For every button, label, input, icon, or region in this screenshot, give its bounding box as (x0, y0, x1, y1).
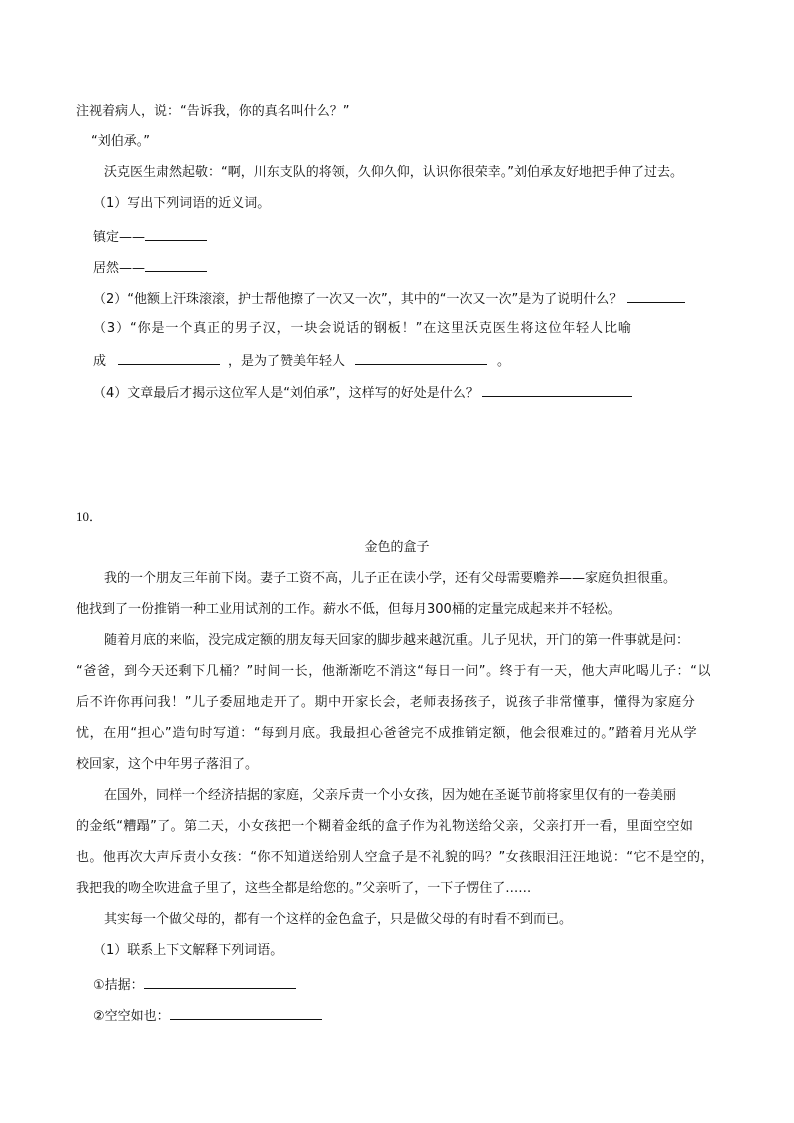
passage-line: 注视着病人，说：“告诉我，你的真名叫什么？” (76, 104, 350, 119)
synonym-word: 镇定—— (93, 230, 146, 245)
question-3: （3）“你是一个真正的男子汉，一块会说话的钢板！”在这里沃克医生将这位年轻人比喻 (93, 321, 632, 336)
question-1: （1）联系上下文解释下列词语。 (93, 943, 284, 958)
answer-blank[interactable] (482, 384, 632, 397)
question-text: （2）“他额上汗珠滚滚，护士帮他擦了一次又一次”，其中的“一次又一次”是为了说明什么？ (93, 292, 623, 307)
question-2 (93, 290, 685, 308)
explain-item-2 (93, 1007, 322, 1025)
passage-line: 的金纸“糟蹋”了。第二天，小女孩把一个糊着金纸的盒子作为礼物送给父亲，父亲打开一看，里面空空如 (76, 819, 694, 834)
question-text: 成 (93, 354, 107, 369)
passage-line: 他找到了一份推销一种工业用试剂的工作。薪水不低，但每月300桶的定量完成起来并不轻松。 (76, 602, 621, 617)
passage-line: 随着月底的来临，没完成定额的朋友每天回家的脚步越来越沉重。儿子见状，开门的第一件事就是问： (104, 633, 690, 648)
circled-number: ① (93, 978, 105, 993)
answer-blank[interactable] (355, 352, 487, 365)
term-label: 空空如也： (104, 1009, 170, 1024)
passage-line: 我的一个朋友三年前下岗。妻子工资不高，儿子正在读小学，还有父母需要赡养——家庭负担很重。 (104, 571, 677, 586)
passage-line: 校回家，这个中年男子落泪了。 (76, 757, 259, 772)
synonym-item-2 (93, 259, 207, 277)
term-label: 拮据： (104, 978, 144, 993)
passage-line: 也。他再次大声斥责小女孩：“你不知道送给别人空盒子是不礼貌的吗？”女孩眼泪汪汪地说：“它不是空的， (76, 850, 714, 865)
passage-title: 金色的盒子 (364, 540, 430, 555)
passage-line: 其实每一个做父母的，都有一个这样的金色盒子，只是做父母的有时看不到而已。 (104, 912, 573, 927)
question-text: （4）文章最后才揭示这位军人是“刘伯承”，这样写的好处是什么？ (93, 386, 479, 401)
explain-item-1 (93, 976, 296, 994)
synonym-item-1 (93, 228, 207, 246)
question-1: （1）写出下列词语的近义词。 (93, 196, 271, 211)
passage-line: 在国外，同样一个经济拮据的家庭，父亲斥责一个小女孩，因为她在圣诞节前将家里仅有的一卷美丽 (104, 788, 677, 803)
answer-blank[interactable] (145, 259, 207, 272)
answer-blank[interactable] (118, 352, 220, 365)
passage-line: “刘伯承。” (91, 134, 150, 149)
question-text: ，是为了赞美年轻人 (228, 354, 346, 369)
passage-line: “爸爸，到今天还剩下几桶？”时间一长，他渐渐吃不消这“每日一问”。终于有一天，他大声叱喝儿子：“以 (76, 664, 712, 679)
answer-blank[interactable] (144, 976, 296, 989)
answer-blank[interactable] (627, 290, 685, 303)
question-number: 10． (76, 509, 103, 524)
answer-blank[interactable] (145, 228, 207, 241)
passage-line: 后不许你再问我！”儿子委屈地走开了。期中开家长会，老师表扬孩子，说孩子非常懂事，懂得为家庭分 (76, 695, 696, 710)
synonym-word: 居然—— (93, 261, 146, 276)
answer-blank[interactable] (170, 1007, 322, 1020)
question-4 (93, 384, 632, 402)
question-text: 。 (497, 354, 511, 369)
passage-line: 沃克医生肃然起敬：“啊，川东支队的将领，久仰久仰，认识你很荣幸。”刘伯承友好地把手伸了过去。 (104, 165, 683, 180)
circled-number: ② (93, 1009, 105, 1024)
passage-line: 忧，在用“担心”造句时写道：“每到月底。我最担心爸爸完不成推销定额，他会很难过的。”踏着月光从学 (76, 726, 698, 741)
question-3-continued (93, 352, 510, 370)
passage-line: 我把我的吻全吹进盒子里了，这些全都是给您的。”父亲听了，一下子愣住了…… (76, 881, 532, 896)
